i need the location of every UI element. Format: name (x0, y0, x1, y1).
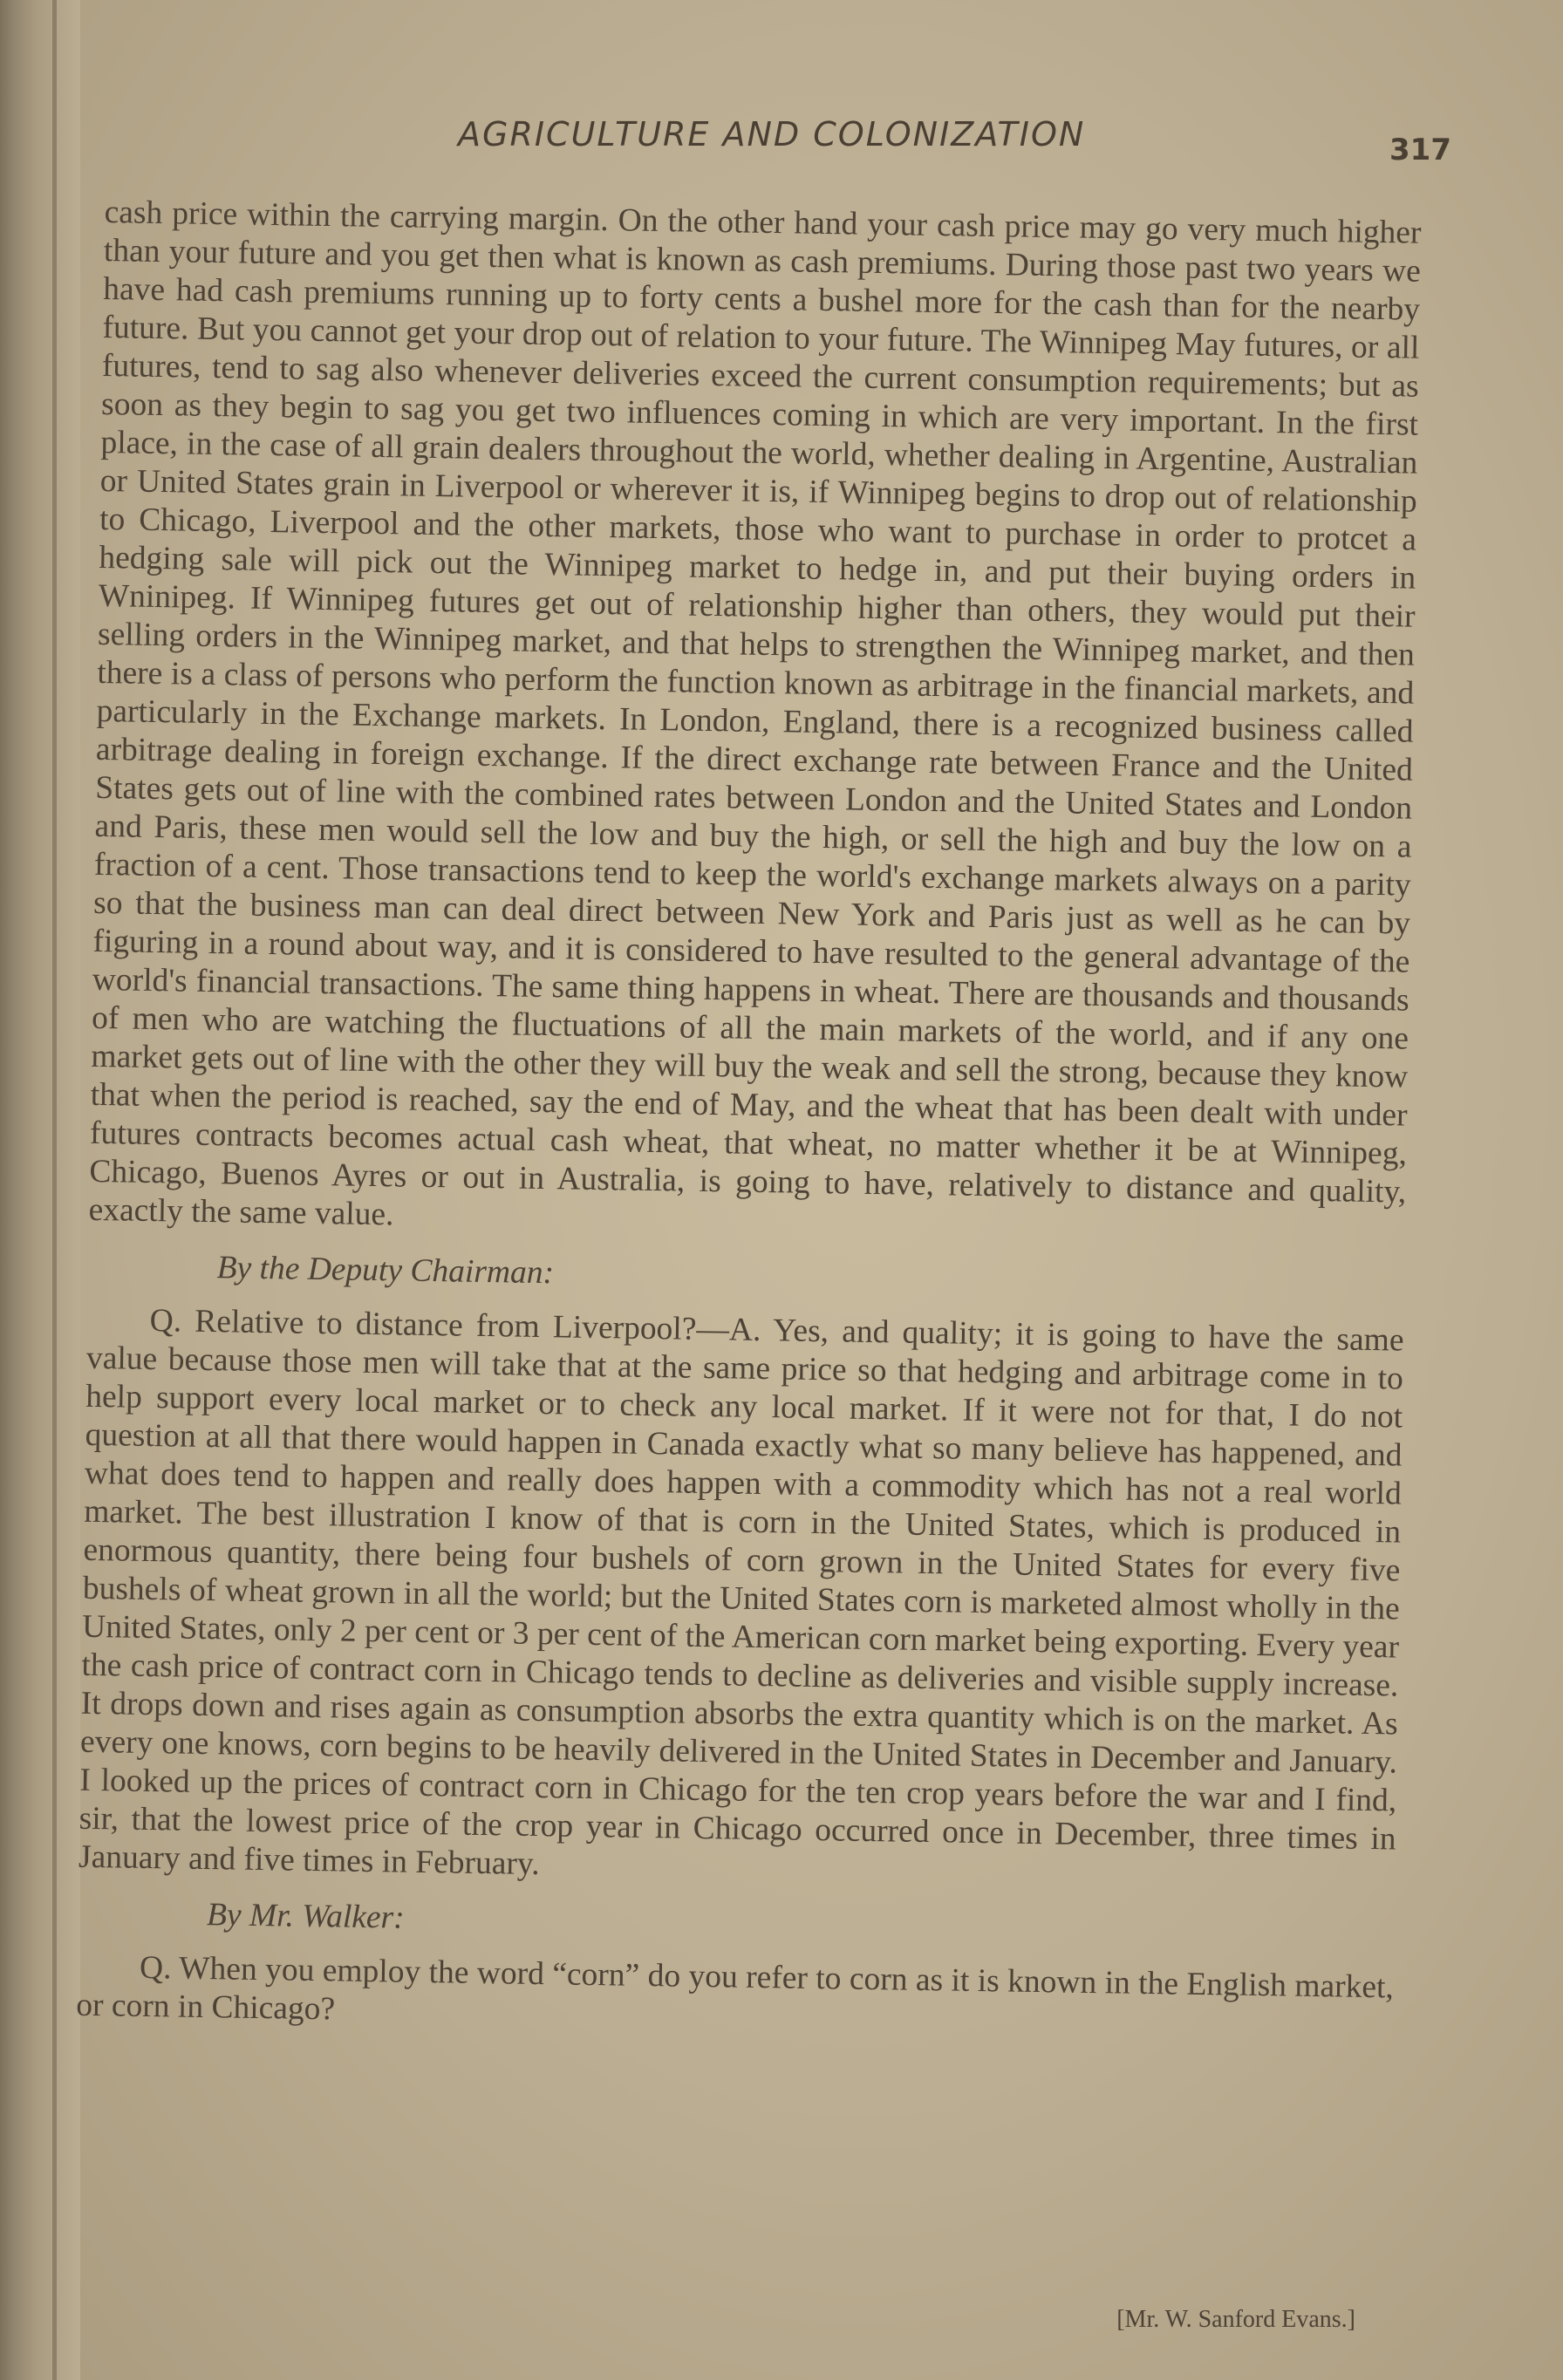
paragraph-relative-distance: Q. Relative to distance from Liverpool?—A. Yes, and quality; it is going to have the same value because those men will take that at the same price so that hedging and arbitrage come in to help support every local market or to check any local market. If it were not for that, I do not question at all that there would happen in Canada exactly what so many believe has happened, and what does tend to happen and really does happen with a commodity which has not a real world market. The best illustration I know of that is corn in the United States, which is produced in enormous quantity, there being four bushels of corn grown in the United States for every five bushels of wheat grown in all the world; but the United States corn is marketed almost wholly in the United States, only 2 per cent or 3 per cent of the American corn market being exporting. Every year the cash price of contract corn in Chicago tends to decline as deliveries and visible supply increase. It drops down and rises again as consumption absorbs the extra quantity which is on the market. As every one knows, corn begins to be heavily delivered in the United States in December and January. I looked up the prices of contract corn in Chicago for the ten crop years before the war and I find, sir, that the lowest price of the crop year in Chicago occurred once in December, three times in January and five times in February. (78, 1302, 1404, 1883)
speaker-mr-walker: By Mr. Walker: (206, 1897, 405, 1936)
page-number: 317 (1389, 133, 1451, 167)
paragraph-cash-price: cash price within the carrying margin. On the other hand your cash price may go very much higher than your future and you get then what is known as cash premiums. During those past two years we have had cash premiums running up to forty cents a bushel more for the cash than for the nearby future. But you cannot get your drop out of relation to your future. The Winnipeg May futures, or all futures, tend to sag also whenever deliveries exceed the current consumption requirements; but as soon as they begin to sag you get two influences coming in which are very important. In the first place, in the case of all grain dealers throughout the world, whether dealing in Argentine, Australian or United States grain in Liverpool or wherever it is, if Winnipeg begins to drop out of relationship to Chicago, Liverpool and the other markets, those who want to purchase in order to protcet a hedging sale will pick out the Winnipeg market to hedge in, and put their buying orders in Wninipeg. If Winnipeg futures get out of relationship higher than others, they would put their selling orders in the Winnipeg market, and that helps to strengthen the Winnipeg market, and then there is a class of persons who perform the function known as arbitrage in the financial markets, and particularly in the Exchange markets. In London, England, there is a recognized business called arbitrage dealing in foreign exchange. If the direct exchange rate between France and the United States gets out of line with the combined rates between London and the United States and London and Paris, these men would sell the low and buy the high, or sell the high and buy the low on a fraction of a cent. Those transactions tend to keep the world's exchange markets always on a parity so that the business man can deal direct between New York and Paris just as well as he can by figuring in a round about way, and it is considered to have resulted to the general advantage of the world's financial transactions. The same thing happens in wheat. There are thousands and thousands of men who are watching the fluctuations of all the main markets of the world, and if any one market gets out of line with the other they will buy the weak and sell the strong, because they know that when the period is reached, say the end of May, and the wheat that has been dealt with under futures contracts becomes actual cash wheat, that wheat, no matter whether it be at Winnipeg, Chicago, Buenos Ayres or out in Australia, is going to have, relatively to distance and quality, exactly the same value. (88, 194, 1422, 1233)
paragraph-corn-question: Q. When you employ the word “corn” do you refer to corn as it is known in the English market, or corn in Chicago? (76, 1949, 1395, 2028)
binding-shadow (52, 0, 57, 2380)
speaker-deputy-chairman: By the Deputy Chairman: (216, 1250, 555, 1292)
witness-attribution: [Mr. W. Sanford Evans.] (1116, 2306, 1355, 2333)
body-text (76, 194, 1422, 2045)
running-title: AGRICULTURE AND COLONIZATION (458, 115, 1086, 153)
page-binding-edge (0, 0, 80, 2380)
